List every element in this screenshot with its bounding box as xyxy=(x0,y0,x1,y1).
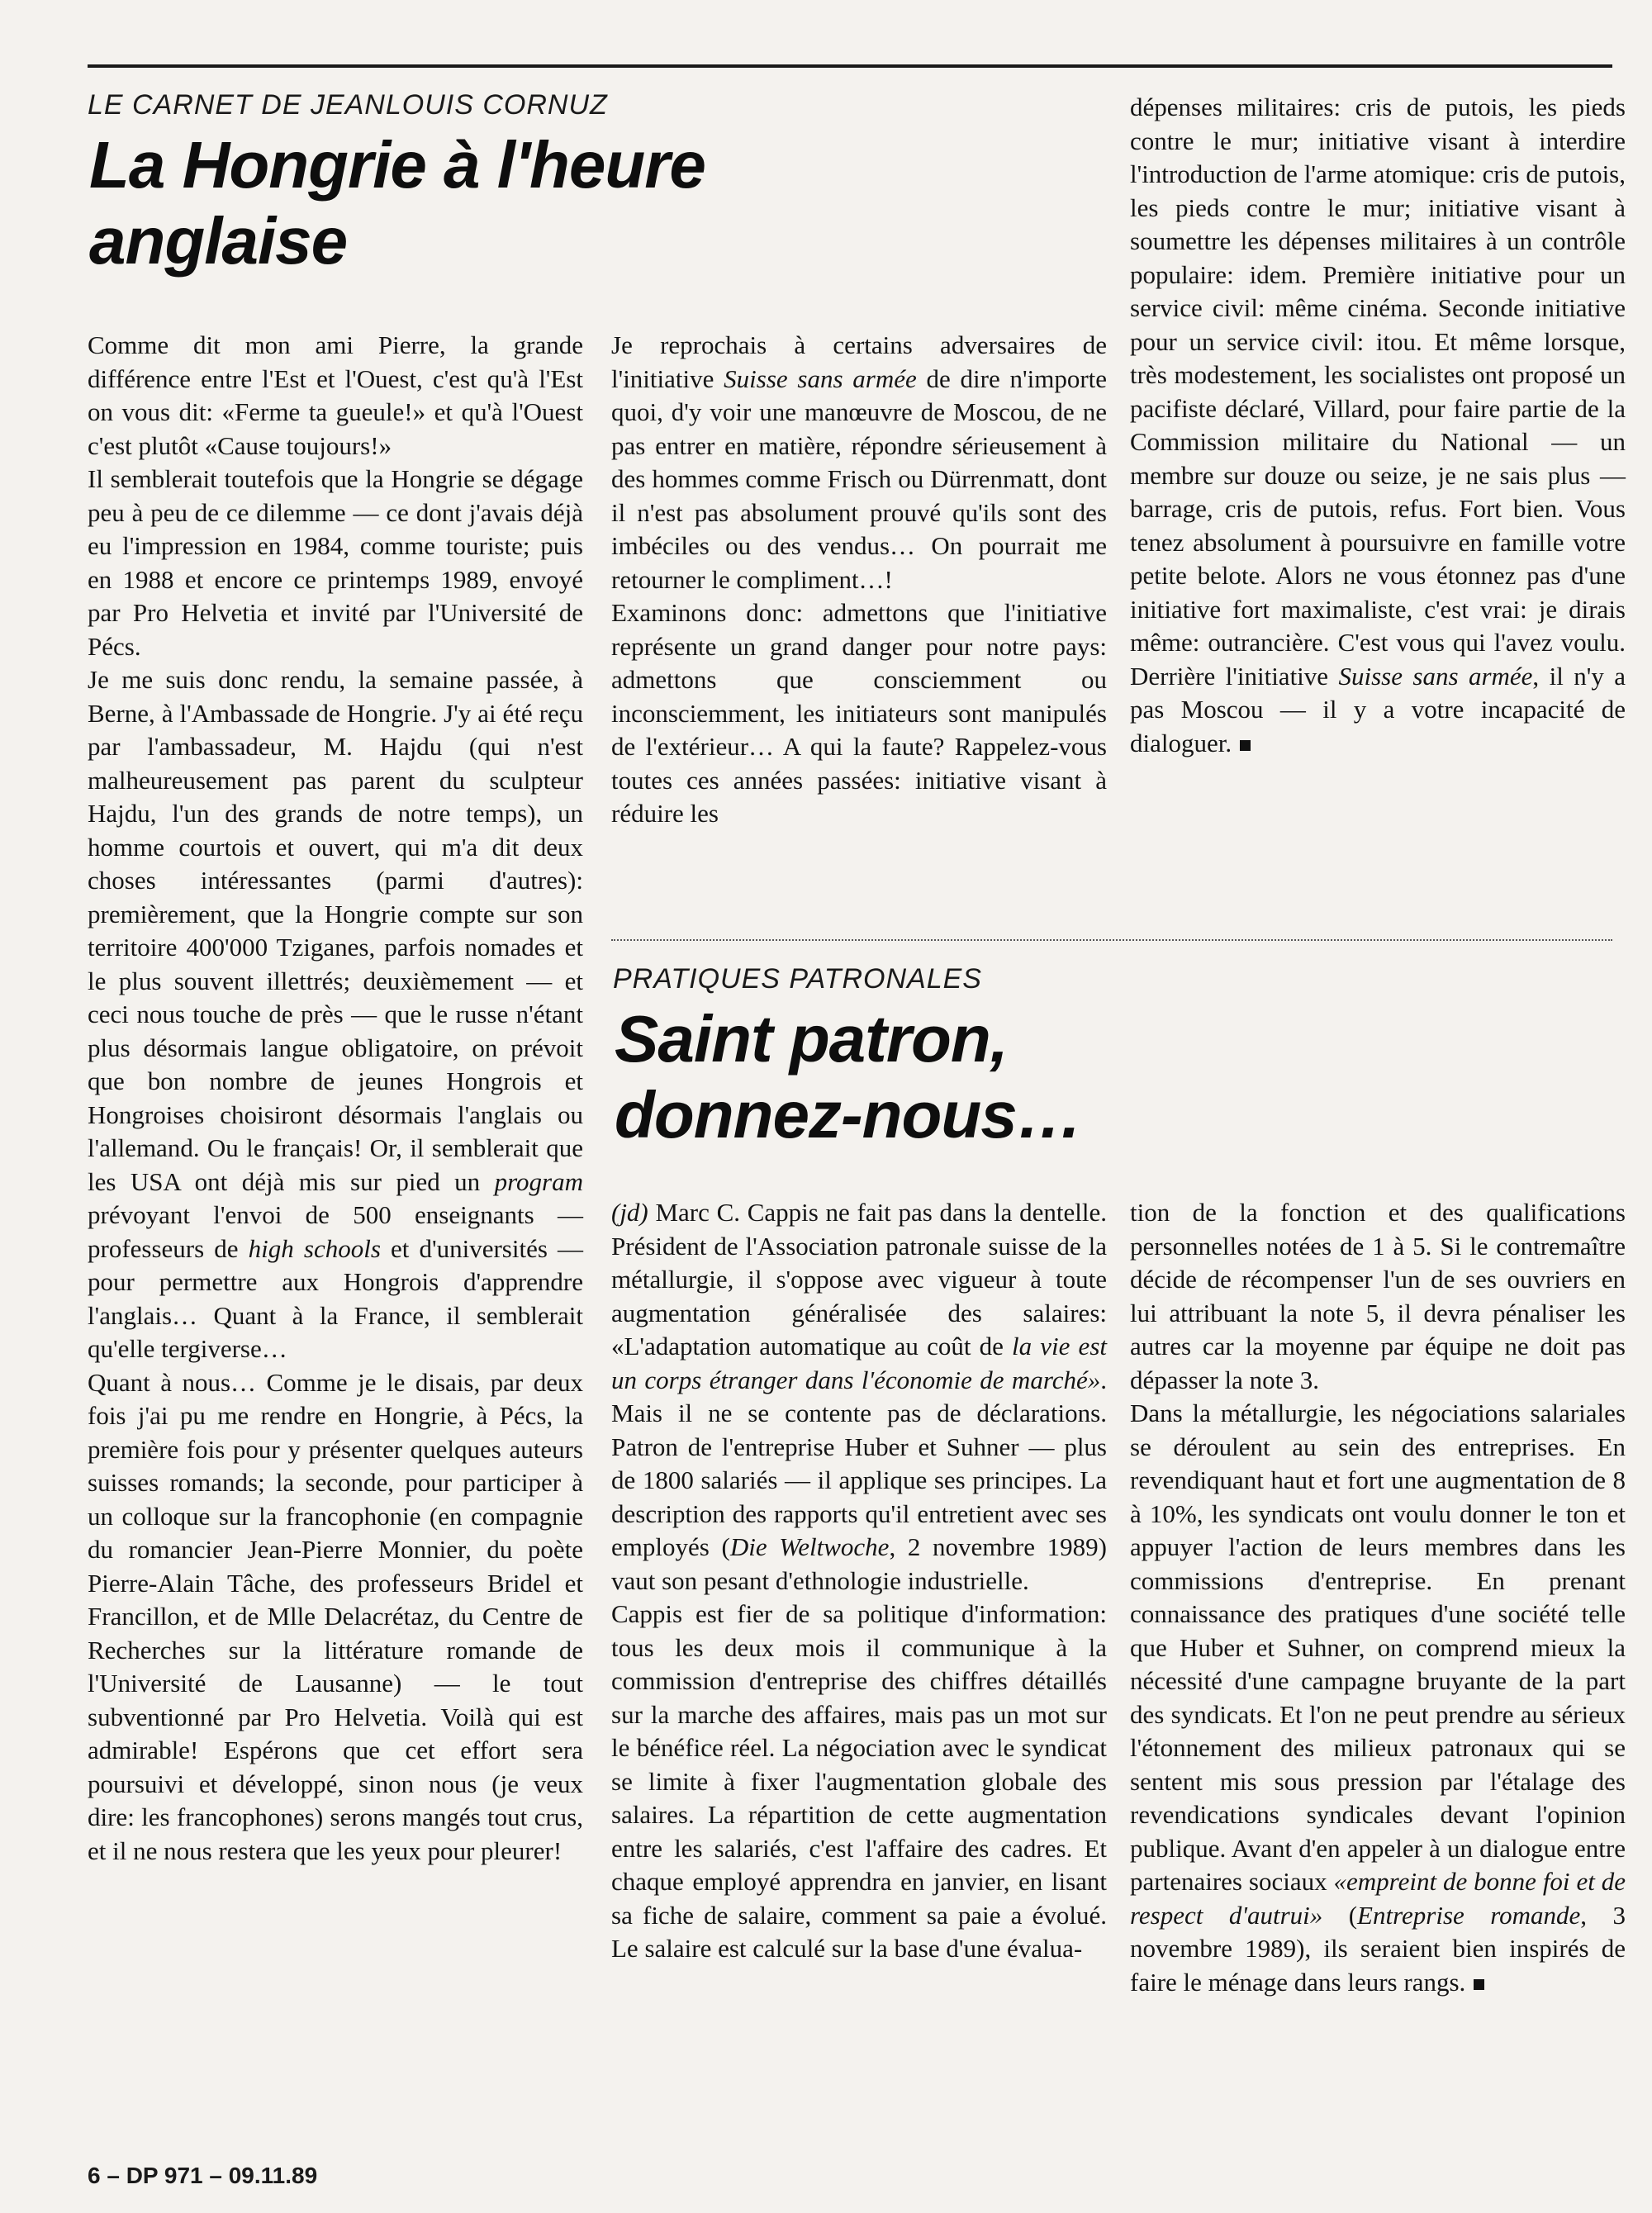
article2-kicker: PRATIQUES PATRONALES xyxy=(613,963,982,995)
article1-paragraph: Je reprochais à certains adversaires de l'initiative Suisse sans armée de dire n'importe quoi, d'y voir une manœuvre de Moscou, de ne pas entrer en matière, répondre sérieusement à des hommes comme Frisch ou Dürrenmatt, dont il n'est pas absolument prouvé qu'ils sont des imbéciles ou des vendus… On pourrait me retourner le compliment…! xyxy=(611,330,1108,594)
article2-paragraph: (jd) Marc C. Cappis ne fait pas dans la dentelle. Président de l'Association patronale suisse de la métallurgie, il s'oppose avec vigueur à toute augmentation généralisée des salaires: «L'adaptation automatique au coût de la vie est un corps étranger dans l'économie de marché». Mais il ne se contente pas de déclarations. Patron de l'entreprise Huber et Suhner — plus de 1800 salariés — il applique ses principes. La description des rapports qu'il entretient avec ses employés (Die Weltwoche, 2 novembre 1989) vaut son pesant d'ethnologie industrielle. xyxy=(611,1198,1108,1595)
top-rule xyxy=(88,64,1612,68)
article1-kicker: LE CARNET DE JEANLOUIS CORNUZ xyxy=(88,89,608,121)
article1-paragraph: Comme dit mon ami Pierre, la grande différence entre l'Est et l'Ouest, c'est qu'à l'Est on vous dit: «Ferme ta gueule!» et qu'à l'Ouest c'est plutôt «Cause toujours!» xyxy=(88,330,583,460)
article2-headline xyxy=(615,1001,1082,1153)
article2-paragraph: Cappis est fier de sa politique d'information: tous les deux mois il communique à la commission d'entreprise des chiffres détaillés sur la marche des affaires, mais pas un mot sur le bénéfice réel. La négociation avec le syndicat se limite à fixer l'augmentation globale des salaires. La répartition de cette augmentation entre les salariés, c'est l'affaire des cadres. Et chaque employé apprendra en janvier, en lisant sa fiche de salaire, comment sa paie a évolué. Le salaire est calculé sur la base d'une évalua- xyxy=(611,1599,1107,1963)
article1-paragraph: Quant à nous… Comme je le disais, par deux fois j'ai pu me rendre en Hongrie, à Pécs, la première fois pour y présenter quelques auteurs suisses romands; la seconde, pour participer à un colloque sur la francophonie (en compagnie du romancier Jean-Pierre Monnier, du poète Pierre-Alain Tâche, des professeurs Bridel et Francillon, et de Mlle Delacrétaz, du Centre de Recherches sur la littérature romande de l'Université de Lausanne) — le tout subventionné par Pro Helvetia. Voilà qui est admirable! Espérons que cet effort sera poursuivi et développé, sinon nous (je veux dire: les francophones) serons mangés tout crus, et il ne nous restera que les yeux pour pleurer! xyxy=(88,1367,583,1865)
article1-headline xyxy=(89,127,705,279)
article2-title-line2: donnez-nous… xyxy=(615,1078,1082,1152)
end-mark xyxy=(1474,1979,1484,1990)
section-divider xyxy=(611,939,1612,941)
article1-paragraph: Examinons donc: admettons que l'initiative représente un grand danger pour notre pays: admettons que consciemment ou inconsciemment, les initiateurs sont manipulés de l'extérieur… A qui la faute? Rappelez-vous toutes ces années passées: initiative visant à réduire les xyxy=(611,598,1107,828)
article2-title-line1: Saint patron, xyxy=(615,1002,1008,1076)
article2-column-1 xyxy=(611,1196,1107,1966)
article1-column-3 xyxy=(1130,91,1626,760)
page-footer: 6 – DP 971 – 09.11.89 xyxy=(88,2163,318,2188)
article1-column-1 xyxy=(88,329,583,1868)
end-mark xyxy=(1240,740,1251,751)
article1-title-line1: La Hongrie à l'heure xyxy=(89,128,705,202)
article1-paragraph: Je me suis donc rendu, la semaine passée, à Berne, à l'Ambassade de Hongrie. J'y ai été reçu par l'ambassadeur, M. Hajdu (qui n'est malheureusement pas parent du sculpteur Hajdu, l'un des grands de notre temps), un homme courtois et ouvert, qui m'a dit deux choses intéressantes (parmi d'autres): premièrement, que la Hongrie compte sur son territoire 400'000 Tziganes, parfois nomades et le plus souvent illettrés; deuxièmement — et ceci nous touche de près — que le russe n'étant plus désormais langue obligatoire, on prévoit que bon nombre de jeunes Hongrois et Hongroises choisiront désormais l'anglais ou l'allemand. Ou le français! Or, il semblerait que les USA ont déjà mis sur pied un program prévoyant l'envoi de 500 enseignants — professeurs de high schools et d'universités — pour permettre aux Hongrois d'apprendre l'anglais… Quant à la France, il semblerait qu'elle tergiverse… xyxy=(88,665,583,1363)
article1-title-line2: anglaise xyxy=(89,204,348,278)
article1-column-2 xyxy=(611,329,1107,831)
article2-column-2 xyxy=(1130,1196,1626,1999)
article2-paragraph: Dans la métallurgie, les négociations salariales se déroulent au sein des entreprises. En revendiquant haut et fort une augmentation de 8 à 10%, les syndicats ont voulu donner le ton et appuyer l'action de leurs membres dans les commissions d'entreprise. En prenant connaissance des pratiques d'une société telle que Huber et Suhner, on comprend mieux la nécessité d'une campagne bruyante de la part des syndicats. Et l'on ne peut prendre au sérieux l'étonnement des milieux patronaux qui se sentent mis sous pression par l'étalage des revendications syndicales devant l'opinion publique. Avant d'en appeler à un dialogue entre partenaires sociaux «empreint de bonne foi et de respect d'autrui» (Entreprise romande, 3 novembre 1989), ils seraient bien inspirés de faire le ménage dans leurs rangs. xyxy=(1130,1399,1626,1997)
article1-paragraph: dépenses militaires: cris de putois, les pieds contre le mur; initiative visant à interdire l'introduction de l'arme atomique: cris de putois, les pieds contre le mur; initiative visant à soumettre les dépenses militaires à un contrôle populaire: idem. Première initiative pour un service civil: même cinéma. Seconde initiative pour un service civil: itou. Et même lorsque, très modestement, les socialistes ont proposé un pacifiste déclaré, Villard, pour faire partie de la Commission militaire du National — un membre sur douze ou seize, je ne sais plus — barrage, cris de putois, refus. Fort bien. Vous tenez absolument à poursuivre en famille votre petite belote. Alors ne vous étonnez pas d'une initiative fort maximaliste, c'est vrai: je dirais même: outrancière. C'est vous qui l'avez voulu. Derrière l'initiative Suisse sans armée, il n'y a pas Moscou — il y a votre incapacité de dialoguer. xyxy=(1130,93,1626,757)
article1-paragraph: Il semblerait toutefois que la Hongrie se dégage peu à peu de ce dilemme — ce dont j'avais déjà eu l'impression en 1984, comme touriste; puis en 1988 et encore ce printemps 1989, envoyé par Pro Helvetia et invité par l'Université de Pécs. xyxy=(88,464,583,661)
article2-paragraph: tion de la fonction et des qualifications personnelles notées de 1 à 5. Si le contremaître décide de récompenser l'un de ses ouvriers en lui attribuant la note 5, il devra pénaliser les autres car la moyenne par équipe ne doit pas dépasser la note 3. xyxy=(1130,1198,1626,1394)
